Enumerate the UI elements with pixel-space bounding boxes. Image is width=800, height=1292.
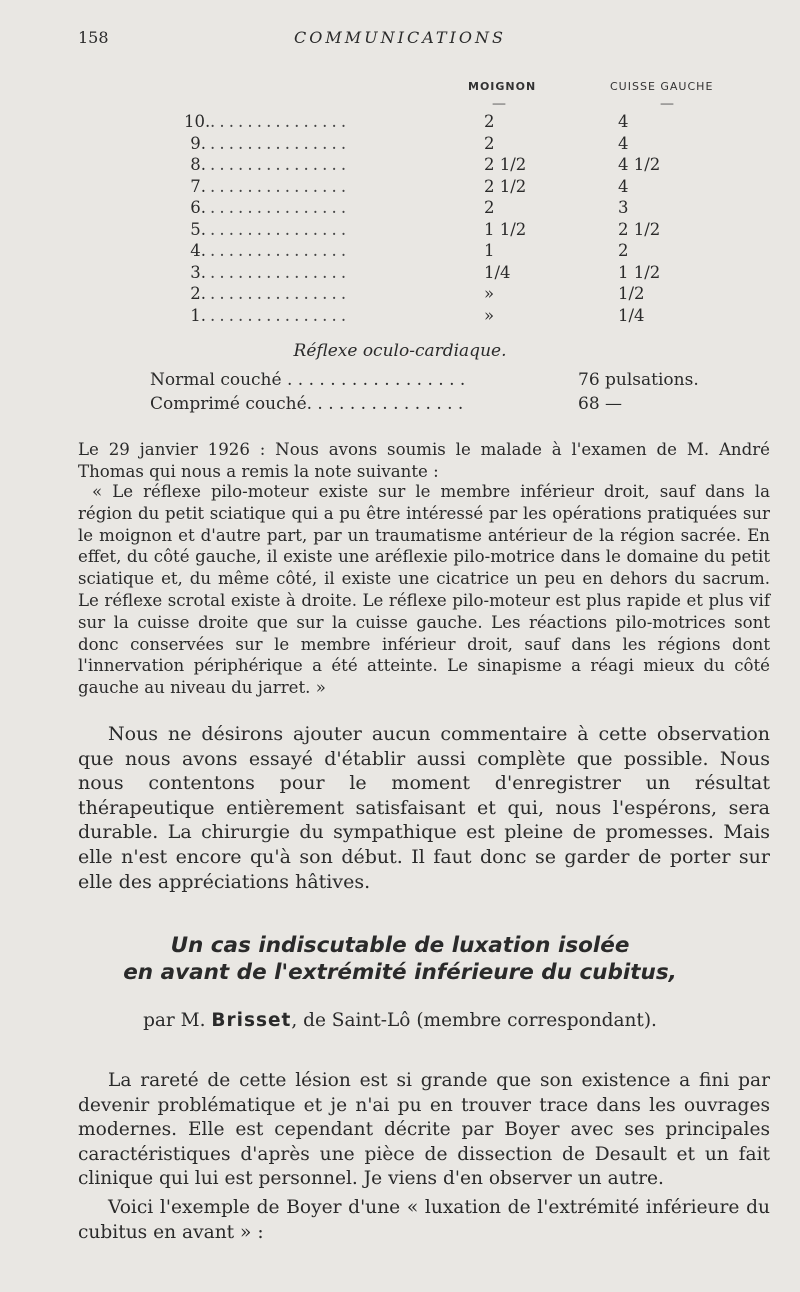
row-number: 4.	[190, 241, 206, 260]
paragraph-boyer-example: Voici l'exemple de Boyer d'une « luxation de l'extrémité inférieure du cubitus en avant » :	[78, 1197, 770, 1243]
reflex-line-value: 76 pulsations.	[578, 370, 699, 390]
stump-value: 2	[484, 198, 495, 217]
column-dash-thigh: —	[660, 96, 674, 112]
row-number: 1.	[190, 305, 206, 325]
thigh-value: 2	[618, 241, 629, 260]
thigh-value: 1/2	[618, 284, 645, 303]
thigh-value: 2 1/2	[618, 219, 661, 239]
thigh-value: 4	[618, 176, 629, 196]
reflex-section-title: Réflexe oculo-cardiaque.	[293, 341, 507, 361]
measurement-table	[0, 112, 800, 327]
byline-prefix: par M.	[143, 1010, 206, 1031]
stump-value: 1	[484, 241, 495, 260]
thigh-value: 1/4	[618, 305, 645, 325]
stump-value: 1/4	[484, 262, 511, 282]
leader-dots: ...............	[210, 305, 351, 325]
byline-suffix: , de Saint-Lô (membre correspondant).	[291, 1010, 657, 1031]
table-row	[0, 155, 800, 177]
leader-dots: ...............	[210, 219, 351, 239]
paragraph-thomas-note: « Le réflexe pilo-moteur existe sur le membre inférieur droit, sauf dans la région du petit sciatique qui a pu être intéressé par les opérations pratiquées sur le moignon et d'autre part, par un traumatisme antérieur de la région sacrée. En effet, du côté gauche, il existe une aréflexie pilo-motrice dans le domaine du petit sciatique et, du même côté, il existe une cicatrice un peu en dehors du sacrum. Le réflexe scrotal existe à droite. Le réflexe pilo-moteur est plus rapide et plus vif sur la cuisse droite que sur la cuisse gauche. Les réactions pilo-motrices sont donc conservées sur le membre inférieur droit, sauf dans les régions dont l'innervation périphérique a été atteinte. Le sinapisme a réagi mieux du côté gauche au niveau du jarret. »	[78, 482, 770, 698]
table-row	[0, 306, 800, 328]
article-title-line2: en avant de l'extrémité inférieure du cubitus,	[123, 960, 677, 985]
table-row	[0, 263, 800, 285]
thigh-value: 4 1/2	[618, 155, 661, 174]
leader-dots: ...............	[210, 198, 351, 217]
row-number: 5.	[190, 219, 206, 239]
table-row	[0, 284, 800, 306]
thigh-value: 4	[618, 112, 629, 131]
stump-value: 2 1/2	[484, 155, 527, 174]
column-head-left-thigh: CUISSE GAUCHE	[610, 80, 714, 93]
row-number: 3.	[190, 262, 206, 282]
table-row	[0, 134, 800, 156]
column-dash-stump: —	[492, 96, 506, 112]
leader-dots: ...............	[210, 133, 351, 153]
leader-dots: ...............	[210, 262, 351, 282]
column-head-stump: MOIGNON	[468, 80, 537, 93]
row-number: 2.	[190, 284, 206, 303]
leader-dots: ...............	[210, 176, 351, 196]
thigh-value: 4	[618, 133, 629, 153]
article-byline	[0, 1010, 800, 1031]
table-row	[0, 112, 800, 134]
stump-value: 2	[484, 133, 495, 153]
paragraph-exam-intro: Le 29 janvier 1926 : Nous avons soumis le malade à l'examen de M. André Thomas qui nous a remis la note suivante :	[78, 440, 770, 481]
article-title-line1: Un cas indiscutable de luxation isolée	[170, 933, 630, 958]
table-row	[0, 177, 800, 199]
stump-value: 1 1/2	[484, 219, 527, 239]
row-number: 6.	[190, 198, 206, 217]
reflex-line-label: Comprimé couché. . . . . . . . . . . . . . .	[150, 394, 464, 414]
byline-author: Brisset	[211, 1010, 292, 1031]
thigh-value: 1 1/2	[618, 262, 661, 282]
stump-value: 2 1/2	[484, 176, 527, 196]
row-number: 10.	[184, 112, 211, 131]
page-number: 158	[78, 28, 109, 47]
row-number: 8.	[190, 155, 206, 174]
running-title: COMMUNICATIONS	[294, 28, 506, 47]
paragraph-conclusion: Nous ne désirons ajouter aucun commentaire à cette observation que nous avons essayé d'établir aussi complète que possible. Nous nous contentons pour le moment d'enregistrer un résultat thérapeutique entièrement satisfaisant et qui, nous l'espérons, sera durable. La chirurgie du sympathique est pleine de promesses. Mais elle n'est encore qu'à son début. Il faut donc se garder de porter sur elle des appréciations hâtives.	[78, 723, 770, 893]
thigh-value: 3	[618, 198, 629, 217]
leader-dots: ...............	[210, 155, 351, 174]
leader-dots: ...............	[210, 112, 351, 131]
table-row	[0, 198, 800, 220]
paragraph-article-intro: La rareté de cette lésion est si grande que son existence a fini par devenir problématique et je n'ai pu en trouver trace dans les ouvrages modernes. Elle est cependant décrite par Boyer avec ses principales caractéristiques d'après une pièce de dissection de Desault et un fait clinique qui lui est personnel. Je viens d'en observer un autre.	[78, 1070, 770, 1190]
stump-value: »	[484, 284, 495, 303]
reflex-line-label: Normal couché . . . . . . . . . . . . . . . . .	[150, 370, 466, 390]
page-header	[0, 28, 800, 50]
row-number: 9.	[190, 133, 206, 153]
table-row	[0, 241, 800, 263]
row-number: 7.	[190, 176, 206, 196]
leader-dots: ...............	[210, 284, 351, 303]
reflex-line-value: 68 —	[578, 394, 623, 414]
table-row	[0, 220, 800, 242]
stump-value: 2	[484, 112, 495, 131]
stump-value: »	[484, 305, 495, 325]
leader-dots: ...............	[210, 241, 351, 260]
